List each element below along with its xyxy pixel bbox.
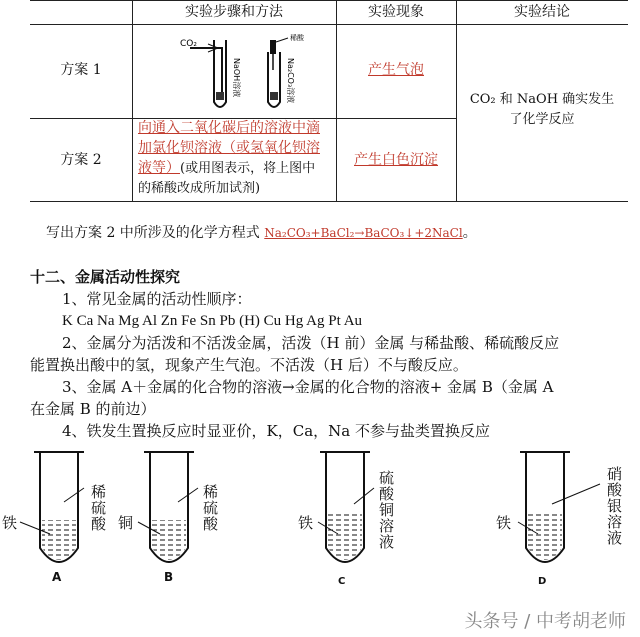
tube-b-metal: 铜	[118, 514, 134, 532]
tube-c	[318, 452, 374, 562]
tube-a-solution: 稀硫酸	[89, 484, 107, 532]
tube-c-solution: 硫酸铜溶液	[377, 470, 395, 550]
tube-d	[518, 452, 600, 562]
conclusion	[456, 90, 628, 130]
section-point-3b: 在金属 B 的前边）	[30, 400, 156, 418]
row2-method-line4: 的稀酸改成所加试剂)	[138, 181, 261, 196]
table-col-divider-1	[132, 0, 133, 202]
experiment-table	[30, 0, 628, 202]
tube-d-solution: 硝酸银溶液	[605, 466, 623, 546]
tube-figures	[0, 448, 640, 608]
header-method: 实验步骤和方法	[185, 4, 283, 20]
row2-phenomenon: 产生白色沉淀	[354, 152, 438, 168]
tube-d-letter: D	[538, 576, 547, 587]
tube-a-metal: 铁	[2, 514, 18, 532]
activity-series: K Ca Na Mg Al Zn Fe Sn Pb (H) Cu Hg Ag Pt Au	[62, 313, 363, 329]
section-point-3a: 3、金属 A＋金属的化合物的溶液→金属的化合物的溶液+ 金属 B（金属 A	[62, 378, 554, 396]
header-phenomenon: 实验现象	[368, 4, 424, 20]
row1-label: 方案 1	[60, 62, 102, 78]
header-conclusion: 实验结论	[514, 4, 570, 20]
tube-c-letter: C	[338, 576, 346, 587]
equation-prefix: 写出方案 2 中所涉及的化学方程式	[46, 225, 260, 241]
row2-method-line3-red: 液等）	[138, 160, 180, 176]
tube-b-solution: 稀硫酸	[201, 484, 219, 532]
naoh-tube-label: NaOH溶液	[232, 58, 241, 98]
dropper-label: 稀酸	[290, 34, 304, 42]
section-point-1: 1、常见金属的活动性顺序：	[62, 290, 252, 308]
table-header-divider	[30, 24, 628, 25]
tube-a	[20, 452, 84, 562]
watermark: 头条号 / 中考胡老师	[464, 611, 626, 632]
row2-method-line1: 向通入二氧化碳后的溶液中滴	[138, 120, 320, 136]
na2co3-tube-label: Na₂CO₃溶液	[286, 58, 295, 104]
row2-method-line3-black: (或用图表示，将上图中	[180, 161, 316, 176]
tube-d-metal: 铁	[496, 514, 512, 532]
conclusion-line2: 了化学反应	[509, 112, 575, 127]
conclusion-line1: CO₂ 和 NaOH 确实发生	[469, 92, 615, 107]
row2-method	[138, 118, 334, 199]
equation-line	[46, 222, 477, 244]
section-title: 十二、金属活动性探究	[30, 268, 181, 286]
tube-c-metal: 铁	[298, 514, 314, 532]
row2-label: 方案 2	[60, 152, 102, 168]
equation-answer: Na₂CO₃+BaCl₂→BaCO₃↓+2NaCl	[264, 226, 463, 240]
tube-a-letter: A	[52, 570, 62, 584]
section-point-2a: 2、金属分为活泼和不活泼金属，活泼（H 前）金属 与稀盐酸、稀硫酸反应	[62, 334, 560, 352]
co2-gas-label: CO₂	[180, 39, 197, 49]
row2-method-line2: 加氯化钡溶液（或氢氧化钡溶	[138, 140, 320, 156]
tube-b	[138, 452, 198, 562]
row1-phenomenon: 产生气泡	[368, 62, 424, 78]
section-point-4: 4、铁发生置换反应时显亚价，K，Ca，Na 不参与盐类置换反应	[62, 422, 491, 440]
section-point-2b: 能置换出酸中的氢，现象产生气泡。不活泼（H 后）不与酸反应。	[30, 356, 468, 374]
tube-b-letter: B	[164, 570, 174, 584]
equation-suffix: 。	[462, 225, 477, 241]
table-border-bottom	[30, 201, 628, 202]
co2-naoh-apparatus-figure	[160, 30, 320, 114]
